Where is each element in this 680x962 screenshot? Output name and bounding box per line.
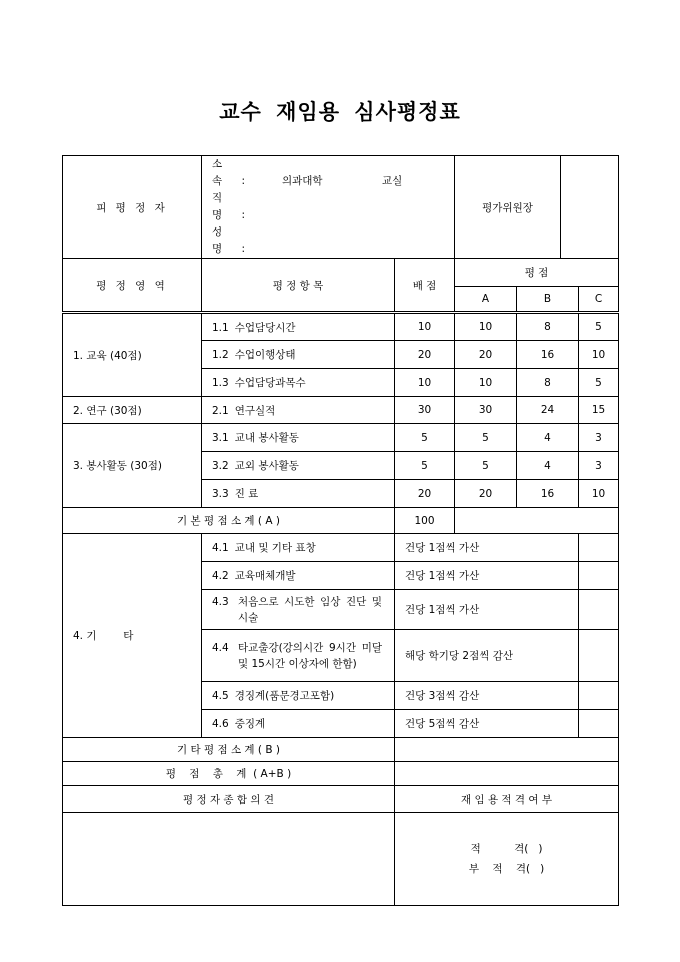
affiliation-key: 소 속 : [212, 158, 254, 187]
item-label: 3.3 진 료 [202, 480, 395, 508]
grade-a-value: 10 [455, 313, 517, 341]
weight-value: 10 [395, 369, 455, 397]
basic-subtotal-value: 100 [395, 508, 455, 534]
header-item: 평 정 항 목 [202, 259, 395, 313]
opinion-body-row [63, 813, 619, 906]
header-weight: 배 점 [395, 259, 455, 313]
item-label: 1.3 수업담당과목수 [202, 369, 395, 397]
grade-c-value: 5 [579, 313, 619, 341]
item-label: 4.3 처음으로 시도한 임상 진단 및 시술 [202, 590, 395, 630]
basic-subtotal-row [63, 508, 619, 534]
grade-a-value: 10 [455, 369, 517, 397]
table-row [63, 313, 619, 341]
total-label: 평 점 총 계 ( A+B ) [63, 762, 395, 786]
header-grade-b: B [517, 287, 579, 313]
rule-value: 건당 3점씩 감산 [395, 682, 579, 710]
item-label: 4.5 경징계(품문경고포함) [202, 682, 395, 710]
grade-b-value: 4 [517, 452, 579, 480]
evaluatee-label: 피 평 정 자 [63, 156, 202, 259]
document-title: 교수 재임용 심사평정표 [219, 100, 461, 124]
grade-b-value: 16 [517, 341, 579, 369]
grade-a-value: 5 [455, 452, 517, 480]
header-row-1 [63, 259, 619, 287]
grade-b-value: 8 [517, 313, 579, 341]
weight-value: 20 [395, 341, 455, 369]
grade-c-value: 3 [579, 424, 619, 452]
eligibility-result [395, 813, 619, 906]
grade-b-value: 16 [517, 480, 579, 508]
other-score-cell[interactable] [579, 710, 619, 738]
rule-value: 건당 5점씩 감산 [395, 710, 579, 738]
header-score: 평 점 [455, 259, 619, 287]
weight-value: 30 [395, 397, 455, 424]
evaluatee-info-cell [202, 156, 455, 259]
grade-b-value: 24 [517, 397, 579, 424]
total-row [63, 762, 619, 786]
table-row [63, 424, 619, 452]
grade-a-value: 5 [455, 424, 517, 452]
header-grade-a: A [455, 287, 517, 313]
evaluation-form-table [62, 155, 619, 906]
grade-a-value: 30 [455, 397, 517, 424]
opinion-text-area[interactable] [63, 813, 395, 906]
section-research: 2. 연구 (30점) [63, 397, 202, 424]
other-score-cell[interactable] [579, 534, 619, 562]
eligibility-fit[interactable]: 적 격( ) [470, 843, 543, 855]
affiliation-value: 의과대학 [282, 175, 323, 187]
item-label: 4.4 타교출강(강의시간 9시간 미달 및 15시간 이상자에 한함) [202, 630, 395, 682]
other-score-cell[interactable] [579, 590, 619, 630]
rule-value: 해당 학기당 2점씩 감산 [395, 630, 579, 682]
eligibility-label: 재 임 용 적 격 여 부 [395, 786, 619, 813]
section-education: 1. 교육 (40점) [63, 313, 202, 397]
grade-c-value: 5 [579, 369, 619, 397]
rule-value: 건당 1점씩 가산 [395, 562, 579, 590]
grade-b-value: 4 [517, 424, 579, 452]
section-others: 4. 기 타 [63, 534, 202, 738]
weight-value: 5 [395, 424, 455, 452]
committee-chair-signature[interactable] [561, 156, 619, 259]
committee-chair-label: 평가위원장 [455, 156, 561, 259]
item-label: 1.2 수업이행상태 [202, 341, 395, 369]
item-label: 4.2 교육매체개발 [202, 562, 395, 590]
name-line [212, 224, 450, 258]
basic-subtotal-label: 기 본 평 점 소 계 ( A ) [63, 508, 395, 534]
position-key: 직 명 : [212, 192, 254, 221]
grade-b-value: 8 [517, 369, 579, 397]
table-row [63, 534, 619, 562]
grade-a-value: 20 [455, 341, 517, 369]
weight-value: 5 [395, 452, 455, 480]
grade-c-value: 10 [579, 480, 619, 508]
basic-subtotal-score[interactable] [455, 508, 619, 534]
item-label: 4.1 교내 및 기타 표창 [202, 534, 395, 562]
rule-value: 건당 1점씩 가산 [395, 590, 579, 630]
item-label: 4.6 중징계 [202, 710, 395, 738]
affiliation-unit: 교실 [382, 175, 403, 187]
weight-value: 20 [395, 480, 455, 508]
evaluatee-row [63, 156, 619, 259]
other-score-cell[interactable] [579, 562, 619, 590]
grade-a-value: 20 [455, 480, 517, 508]
rule-value: 건당 1점씩 가산 [395, 534, 579, 562]
grade-c-value: 3 [579, 452, 619, 480]
eligibility-unfit[interactable]: 부 적 격( ) [468, 863, 545, 875]
grade-c-value: 10 [579, 341, 619, 369]
other-score-cell[interactable] [579, 630, 619, 682]
other-subtotal-label: 기 타 평 점 소 계 ( B ) [63, 738, 395, 762]
name-key: 성 명 : [212, 226, 254, 255]
other-score-cell[interactable] [579, 682, 619, 710]
item-label: 2.1 연구실적 [202, 397, 395, 424]
item-label: 1.1 수업담당시간 [202, 313, 395, 341]
section-service: 3. 봉사활동 (30점) [63, 424, 202, 508]
other-subtotal-row [63, 738, 619, 762]
item-label: 3.2 교외 봉사활동 [202, 452, 395, 480]
table-row [63, 397, 619, 424]
grade-c-value: 15 [579, 397, 619, 424]
other-subtotal-value[interactable] [395, 738, 619, 762]
position-line [212, 190, 450, 224]
opinion-label: 평 정 자 종 합 의 견 [63, 786, 395, 813]
header-area: 평 정 영 역 [63, 259, 202, 313]
affiliation-line [212, 156, 450, 190]
weight-value: 10 [395, 313, 455, 341]
item-label: 3.1 교내 봉사활동 [202, 424, 395, 452]
header-grade-c: C [579, 287, 619, 313]
total-value[interactable] [395, 762, 619, 786]
opinion-header-row [63, 786, 619, 813]
